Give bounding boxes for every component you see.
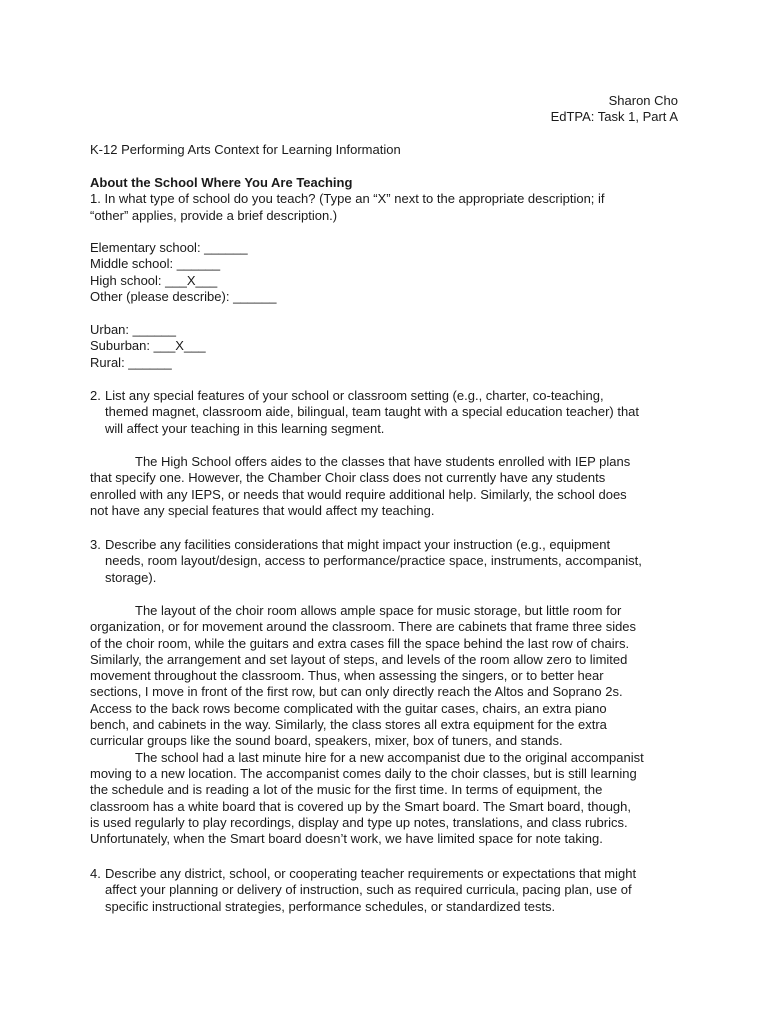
setting-suburban: Suburban: ___X___: [90, 338, 206, 354]
q1-line: 1. In what type of school do you teach? (Type an “X” next to the appropriate description; if: [90, 191, 605, 207]
question-text: List any special features of your school or classroom setting (e.g., charter, co-teaching, themed magnet, classroom aide, bilingual, team taught with a special education teacher) that will affect your teaching in this learning segment.: [105, 388, 640, 436]
school-type-high: High school: ___X___: [90, 272, 218, 288]
answer-3: The layout of the choir room allows ample space for music storage, but little room for organization, or for movement around the classroom. There are cabinets that frame three sides of the choir room, while the guitars and extra cases fill the space behind the last row of chairs. Similarly, the arrangement and set layout of steps, and levels of the room allow zero to limited movement throughout the classroom. Thus, when assessing the singers, or to better hear sections, I move in front of the first row, but can only directly reach the Altos and Soprano 2s. Access to the back rows become complicated with the guitar cases, chairs, an extra piano bench, and cabinets in the way. Similarly, the class stores all extra equipment for the extra curricular groups like the sound board, speakers, mixer, box of tuners, and stands. The school had a last minute hire for a new accompanist due to the original accompanist moving to a new location. The accompanist comes daily to the choir classes, but is still learning the schedule and is reading a lot of the music for the first time. In terms of equipment, the classroom has a white board that is covered up by the Smart board. The Smart board, though, is used regularly to play recordings, display and type up notes, translations, and class rubrics. Unfortunately, when the Smart board doesn’t work, we have limited space for note taking.: [90, 603, 644, 847]
question-number: 2.: [90, 388, 101, 403]
school-type-elementary: Elementary school: ______: [90, 240, 248, 255]
document-header: [551, 93, 678, 126]
setting-rural: Rural: ______: [90, 354, 172, 370]
section-heading: About the School Where You Are Teaching: [90, 175, 353, 190]
question-text: Describe any district, school, or cooperating teacher requirements or expectations that might affect your planning or delivery of instruction, such as required curricula, pacing plan, use of specific instructional strategies, performance schedules, or standardized tests.: [105, 866, 637, 914]
section-heading-block: [90, 175, 690, 224]
question-text: Describe any facilities considerations that might impact your instruction (e.g., equipment needs, room layout/design, access to performance/practice space, instruments, accompanist, storage).: [105, 537, 642, 585]
question-number: 4.: [90, 866, 101, 881]
task-label: EdTPA: Task 1, Part A: [550, 109, 678, 125]
question-2: [90, 388, 690, 437]
document-title: K-12 Performing Arts Context for Learning Information: [90, 142, 401, 157]
school-type-other: Other (please describe): ______: [90, 288, 277, 304]
question-number: 3.: [90, 537, 101, 552]
q1-line: “other” applies, provide a brief description.): [90, 207, 338, 223]
school-type-middle: Middle school: ______: [90, 256, 221, 272]
school-type-list: [90, 240, 690, 305]
setting-list: [90, 322, 690, 371]
author-name: Sharon Cho: [608, 93, 678, 108]
question-3: [90, 537, 690, 586]
answer-2: The High School offers aides to the classes that have students enrolled with IEP plans that specify one. However, the Chamber Choir class does not currently have any students enrolled with any IEPS, or needs that would require additional help. Similarly, the school does not have any special features that would affect my teaching.: [90, 454, 631, 518]
question-4: [90, 866, 690, 915]
setting-urban: Urban: ______: [90, 322, 177, 337]
